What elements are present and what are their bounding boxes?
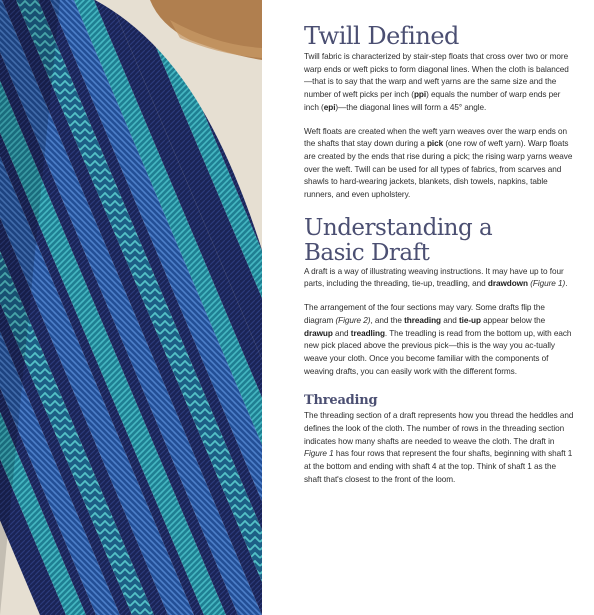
section-title-understanding-draft: Understanding a Basic Draft [304,214,493,266]
paragraph-weft-floats: Weft floats are created when the weft yarn weaves over the warp ends on the shafts that stay down during a pick (one row of weft yarn). Warp floats are created by the ends that rise during a pick; the rising warp yarns weave over the weft. Twill can be used for all types of fabrics, from scarves and shawls to hard-wearing jackets, blankets, dish towels, napkins, table runners, and even upholstery. [304,126,573,200]
paragraph-draft-intro: A draft is a way of illustrating weaving instructions. It may have up to four parts, including the threading, tie-up, treadling, and drawdown (Figure 1). [304,266,568,289]
section-title-threading: Threading [304,393,378,409]
paragraph-draft-arrangement: The arrangement of the four sections may vary. Some drafts flip the diagram (Figure 2), and the threading and tie-up appear below the drawup and treadling. The treadling is read from the bottom up, with each new pick placed above the previous pick—this is the way you ac-tually weave your cloth. Once you become familiar with the components of weaving drafts, you can easily work with the different forms. [304,303,572,376]
paragraph-threading: The threading section of a draft represents how you thread the heddles and defines the look of the cloth. The number of rows in the threading section indicates how many shafts are needed to weave the cloth. The draft in Figure 1 has four rows that represent the four shafts, beginning with shaft 1 at the bottom and ending with shaft 4 at the top. Think of shaft 1 as the shaft that's closest to the front of the loom. [304,411,574,484]
paragraph-twill-definition: Twill fabric is characterized by stair-step floats that cross over two or more warp ends or weft picks to form diagonal lines. When the cloth is balanced—that is to say that the warp and weft yarns are the same size and the number of weft picks per inch (ppi) equals the number of warp ends per inch (epi)—the diagonal lines will form a 45° angle. [304,52,569,112]
article-text-column [304,24,574,487]
woven-twill-fabric-photo [0,0,262,615]
section-title-twill-defined: Twill Defined [304,22,459,50]
photo-canvas [0,0,262,615]
